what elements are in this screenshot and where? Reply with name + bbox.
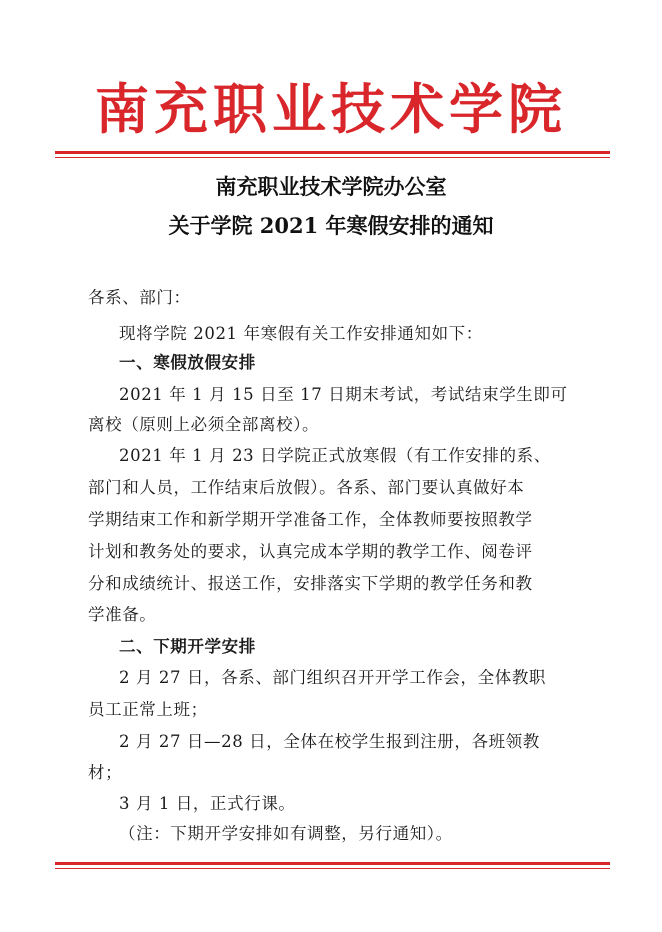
bottom-red-rule-thin bbox=[55, 868, 610, 869]
body-line: 学期结束工作和新学期开学准备工作，全体教师要按照教学 bbox=[88, 510, 533, 529]
body-line: 2021 年 1 月 23 日学院正式放寒假（有工作安排的系、 bbox=[119, 446, 551, 465]
body-line: 材； bbox=[88, 763, 123, 782]
body-line: 离校（原则上必须全部离校）。 bbox=[88, 415, 320, 434]
bottom-red-rule-thick bbox=[55, 862, 610, 865]
salutation: 各系、部门： bbox=[88, 288, 191, 307]
notice-title-line2: 关于学院 2021 年寒假安排的通知 bbox=[168, 213, 494, 238]
body-line: 2021 年 1 月 15 日至 17 日期末考试，考试结束学生即可 bbox=[119, 385, 568, 404]
top-red-rule-thin bbox=[55, 157, 610, 158]
section-heading-2: 二、下期开学安排 bbox=[119, 637, 256, 656]
top-red-rule-thick bbox=[55, 151, 610, 154]
body-line: 学准备。 bbox=[88, 605, 157, 624]
masthead-title: 南充职业技术学院 bbox=[95, 78, 567, 141]
body-line: 部门和人员，工作结束后放假）。各系、部门要认真做好本 bbox=[88, 478, 525, 497]
note-line: （注：下期开学安排如有调整，另行通知）。 bbox=[119, 824, 453, 843]
intro-line: 现将学院 2021 年寒假有关工作安排通知如下： bbox=[119, 324, 483, 343]
body-line: 2 月 27 日—28 日，全体在校学生报到注册，各班领教 bbox=[119, 732, 540, 751]
section-heading-1: 一、寒假放假安排 bbox=[119, 353, 256, 372]
body-line: 2 月 27 日，各系、部门组织召开开学工作会，全体教职 bbox=[119, 668, 547, 687]
body-line: 分和成绩统计、报送工作，安排落实下学期的教学任务和教 bbox=[88, 574, 533, 593]
body-line: 员工正常上班； bbox=[88, 700, 208, 719]
body-line: 3 月 1 日，正式行课。 bbox=[119, 794, 296, 813]
notice-title-line1: 南充职业技术学院办公室 bbox=[215, 174, 447, 199]
body-line: 计划和教务处的要求，认真完成本学期的教学工作、阅卷评 bbox=[88, 542, 533, 561]
